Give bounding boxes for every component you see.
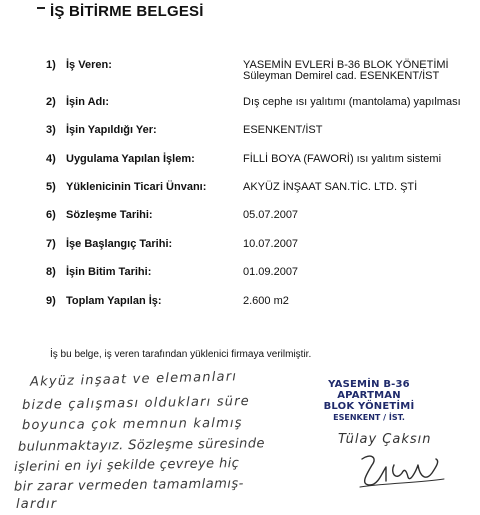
field-value: 10.07.2007 — [243, 238, 299, 250]
stamp-line: APARTMAN — [337, 390, 401, 401]
field-label-text: Yüklenicinin Ticari Ünvanı: — [66, 181, 207, 193]
management-stamp — [316, 379, 422, 423]
stamp-line: ESENKENT / İST. — [333, 413, 405, 422]
field-label-text: Sözleşme Tarihi: — [66, 209, 153, 221]
handwritten-line: Akyüz inşaat ve elemanları — [29, 369, 238, 390]
field-label-text: İş Veren: — [66, 59, 112, 71]
stamp-line: BLOK YÖNETİMİ — [323, 401, 415, 412]
handwritten-line: lardır — [16, 497, 58, 512]
field-number: 1) — [46, 59, 56, 71]
field-number: 3) — [46, 124, 56, 136]
field-value: ESENKENT/İST — [243, 124, 323, 136]
field-value: Dış cephe ısı yalıtımı (mantolama) yapılması — [243, 96, 461, 108]
field-number: 5) — [46, 181, 56, 193]
signatory-name: Tülay Çaksın — [338, 432, 432, 447]
field-label — [46, 96, 109, 108]
field-value: FİLLİ BOYA (FAWORİ) ısı yalıtım sistemi — [243, 153, 442, 165]
issuance-statement: İş bu belge, iş veren tarafından yüklenici firmaya verilmiştir. — [50, 349, 312, 360]
handwritten-line: boyunca çok memnun kalmış — [21, 415, 243, 434]
field-label — [46, 209, 153, 221]
handwritten-line: bulunmaktayız. Sözleşme süresinde — [17, 436, 265, 455]
field-number: 6) — [46, 209, 56, 221]
field-label — [46, 181, 206, 193]
field-label-text: İşin Adı: — [66, 96, 109, 108]
document-title: İŞ BİTİRME BELGESİ — [50, 3, 204, 20]
field-number: 7) — [46, 238, 56, 250]
field-label — [46, 266, 151, 278]
field-number: 4) — [46, 153, 56, 165]
field-label-text: Uygulama Yapılan İşlem: — [66, 153, 195, 165]
field-label — [46, 59, 112, 71]
handwritten-line: işlerini en iyi şekilde çevreye hiç — [13, 456, 240, 475]
field-value-address: Süleyman Demirel cad. ESENKENT/İST — [243, 70, 440, 82]
field-label-text: İşin Bitim Tarihi: — [66, 266, 152, 278]
field-number: 8) — [46, 266, 56, 278]
field-label-text: İşin Yapıldığı Yer: — [66, 124, 157, 136]
field-value: AKYÜZ İNŞAAT SAN.TİC. LTD. ŞTİ — [243, 181, 418, 193]
title-dash — [37, 7, 45, 9]
field-number: 9) — [46, 295, 56, 307]
handwritten-line: bir zarar vermeden tamamlamış- — [13, 476, 245, 495]
field-value: 2.600 m2 — [243, 295, 289, 307]
field-value: 05.07.2007 — [243, 209, 299, 221]
field-value: YASEMİN EVLERİ B-36 BLOK YÖNETİMİ — [243, 59, 449, 71]
stamp-line: YASEMİN B-36 — [328, 379, 410, 390]
field-value: 01.09.2007 — [243, 266, 299, 278]
field-label-text: İşe Başlangıç Tarihi: — [66, 238, 173, 250]
field-label — [46, 238, 172, 250]
handwritten-note — [0, 370, 310, 515]
field-label-text: Toplam Yapılan İş: — [66, 295, 162, 307]
field-label — [46, 295, 162, 307]
handwritten-signature — [356, 451, 446, 491]
field-number: 2) — [46, 96, 56, 108]
field-label — [46, 124, 157, 136]
field-label — [46, 153, 195, 165]
handwritten-line: bizde çalışması oldukları süre — [21, 394, 251, 413]
